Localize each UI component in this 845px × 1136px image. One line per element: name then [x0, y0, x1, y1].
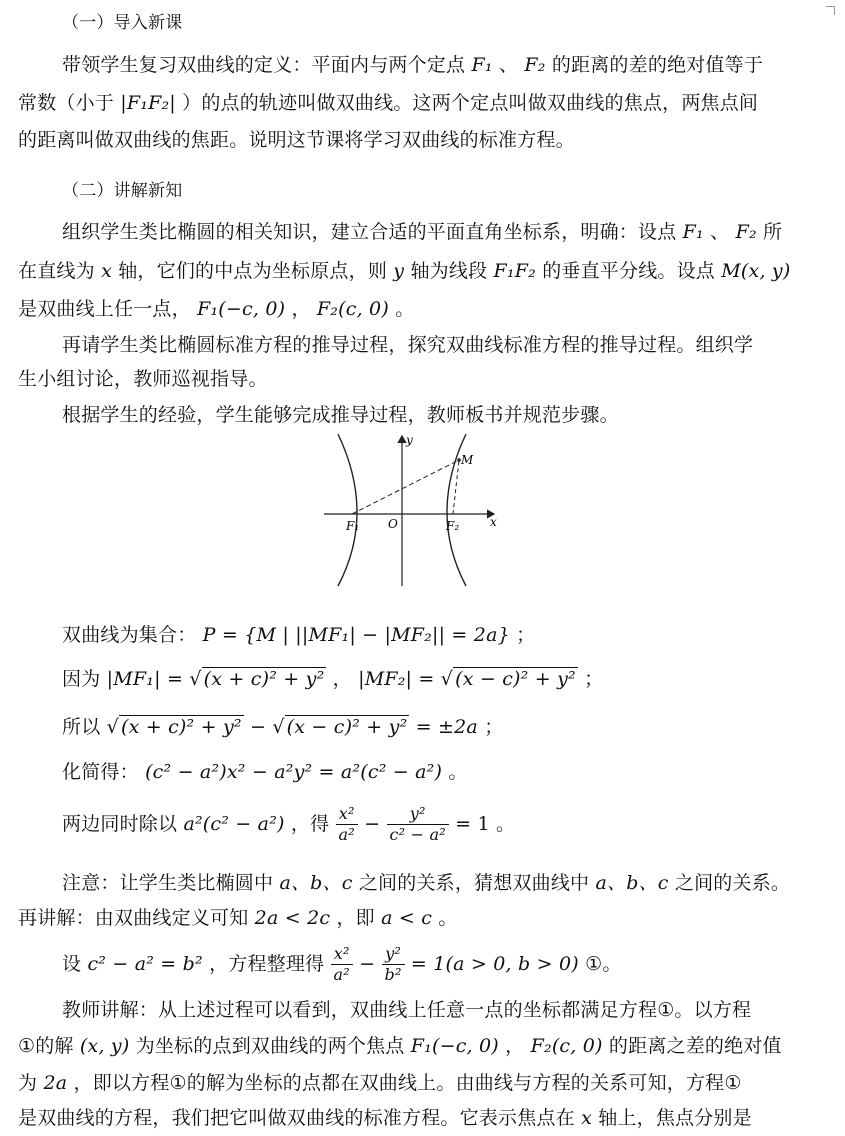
label-f2: F₂: [446, 519, 460, 533]
derivation-divide-line: 两边同时除以 a²(c² − a²) ，得 $\frac{\text{x²}}{\text{a²}}$ − $\frac{\text{y²}}{\text{c² − a²}}$ = 1 。: [62, 804, 516, 844]
p1-line-3: 的距离叫做双曲线的焦距。说明这节课将学习双曲线的标准方程。: [18, 129, 575, 151]
label-f1: F₁: [346, 519, 360, 533]
simplify-formula: (c² − a²)x² − a²y² = a²(c² − a²): [145, 761, 443, 783]
teacher-line-4: 是双曲线的方程，我们把它叫做双曲线的标准方程。它表示焦点在 x 轴上，焦点分别是: [18, 1107, 752, 1129]
fraction-y2-b2-std: $\frac{\text{y²}}{\text{b²}}$: [382, 944, 405, 985]
line-f2-to-m: [453, 460, 459, 514]
derivation-set-line: 双曲线为集合： P = {M | ||MF₁| − |MF₂|| = 2a} ；: [62, 624, 536, 646]
p4-line: 根据学生的经验，学生能够完成推导过程，教师板书并规范步骤。: [62, 404, 619, 426]
p2-line-1: 组织学生类比椭圆的相关知识，建立合适的平面直角坐标系，明确：设点 F₁ 、 F₂ 所: [62, 221, 783, 243]
p1-line-1: 带领学生复习双曲线的定义：平面内与两个定点 F₁ 、 F₂ 的距离的差的绝对值等于: [62, 54, 764, 76]
set-formula: P = {M | ||MF₁| − |MF₂|| = 2a}: [202, 624, 510, 646]
note-line-2: 再讲解：由双曲线定义可知 2a < 2c ，即 a < c 。: [18, 907, 458, 929]
derivation-because-line: 因为 |MF₁| = √ (x + c)² + y² ， |MF₂| = √ (x − c)² + y² ；: [62, 668, 604, 690]
radical-so-2: (x − c)² + y²: [286, 716, 408, 738]
standard-equation-line: 设 c² − a² = b² ，方程整理得 $\frac{\text{x²}}{\text{a²}}$ − $\frac{\text{y²}}{\text{b²}}$ = 1(a > 0, b > 0) ①。: [62, 944, 622, 984]
derivation-so-line: 所以 √ (x + c)² + y² − √ (x − c)² + y² = ±2a ；: [62, 716, 504, 738]
page-corner-mark: [826, 6, 835, 15]
p2-line-2: 在直线为 x 轴，它们的中点为坐标原点，则 y 轴为线段 F₁F₂ 的垂直平分线。设点 M(x, y): [18, 260, 791, 282]
fraction-y2-c2a2: $\frac{\text{y²}}{\text{c² − a²}}$: [387, 804, 449, 845]
derivation-simplify-line: 化简得： (c² − a²)x² − a²y² = a²(c² − a²) 。: [62, 761, 468, 783]
label-m: M: [461, 453, 474, 467]
p2-line-3: 是双曲线上任一点， F₁(−c, 0) ， F₂(c, 0) 。: [18, 298, 415, 320]
note-line-1: 注意：让学生类比椭圆中 a、b、c 之间的关系，猜想双曲线中 a、b、c 之间的关系。: [62, 872, 791, 894]
teacher-line-1: 教师讲解：从上述过程可以看到，双曲线上任意一点的坐标都满足方程①。以方程: [62, 999, 752, 1021]
section-heading-intro: （一）导入新课: [62, 13, 183, 33]
p1-line-2: 常数（小于 |F₁F₂| ）的点的轨迹叫做双曲线。这两个定点叫做双曲线的焦点，两焦点间: [18, 92, 759, 114]
fraction-x2-a2: $\frac{\text{x²}}{\text{a²}}$: [336, 804, 358, 845]
teacher-line-3: 为 2a ，即以方程①的解为坐标的点都在双曲线上。由曲线与方程的关系可知，方程①: [18, 1072, 742, 1094]
radical-mf1: (x + c)² + y²: [203, 668, 325, 690]
teacher-line-2: ①的解 (x, y) 为坐标的点到双曲线的两个焦点 F₁(−c, 0) ， F₂(c, 0) 的距离之差的绝对值: [18, 1035, 782, 1057]
p3-line-1: 再请学生类比椭圆标准方程的推导过程，探究双曲线标准方程的推导过程。组织学: [62, 334, 754, 356]
radical-so-1: (x + c)² + y²: [120, 716, 242, 738]
p3-line-2: 生小组讨论，教师巡视指导。: [18, 368, 268, 390]
radical-mf2: (x − c)² + y²: [455, 668, 576, 690]
label-o: O: [388, 517, 398, 531]
label-x: x: [490, 515, 497, 529]
hyperbola-figure: [318, 430, 503, 590]
line-f1-to-m: [352, 460, 459, 514]
label-y: y: [406, 433, 413, 447]
section-heading-new: （二）讲解新知: [62, 181, 183, 201]
fraction-x2-a2-std: $\frac{\text{x²}}{\text{a²}}$: [331, 944, 353, 985]
hyperbola-left-branch: [338, 434, 360, 586]
